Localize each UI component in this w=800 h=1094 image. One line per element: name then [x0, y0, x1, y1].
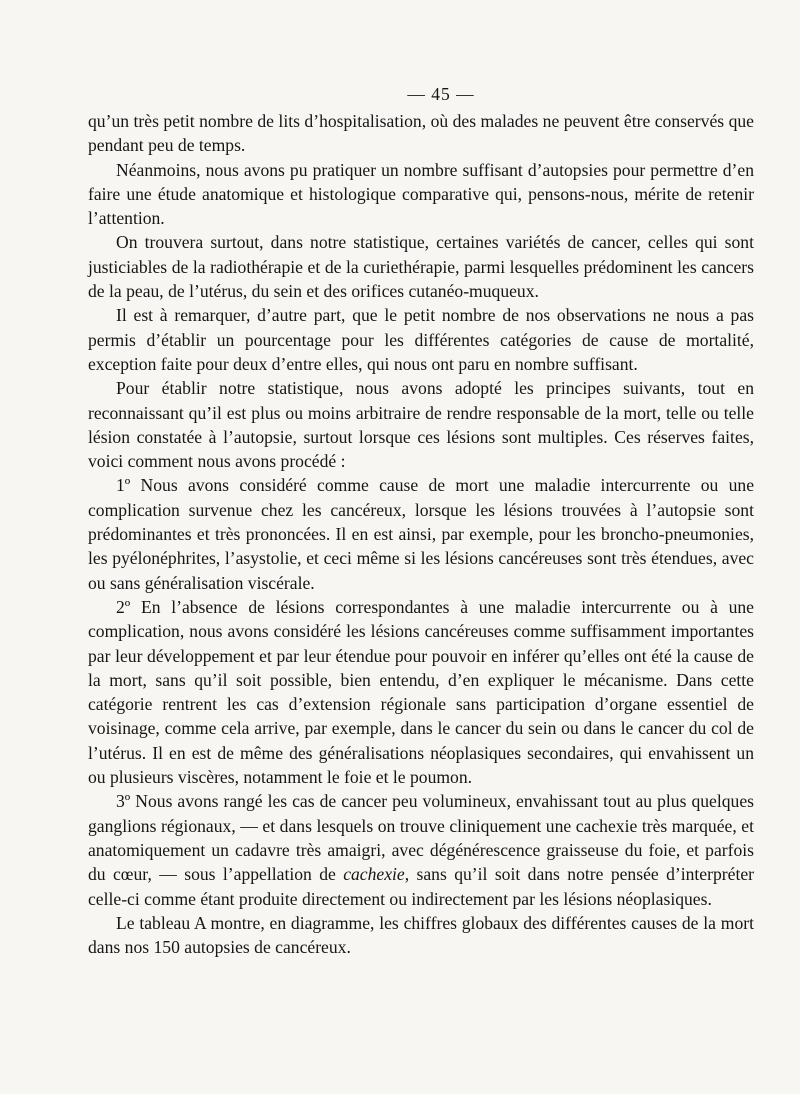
- paragraph-continuation: qu’un très petit nombre de lits d’hospitalisation, où des malades ne peuvent être conservés que pendant peu de temps.: [88, 111, 754, 156]
- paragraph-principle-3: [88, 789, 754, 910]
- paragraph-principle-1: 1º Nous avons considéré comme cause de mort une maladie intercurrente ou une complication survenue chez les cancéreux, lorsque les lésions trouvées à l’autopsie sont prédominantes et très prononcées. Il en est ainsi, par exemple, pour les broncho-pneumonies, les pyélonéphrites, l’asystolie, et ceci même si les lésions cancéreuses sont très étendues, avec ou sans généralisation viscérale.: [88, 475, 754, 593]
- paragraph-tableau-a: Le tableau A montre, en diagramme, les chiffres globaux des différentes causes de la mort dans nos 150 autopsies de cancéreux.: [88, 912, 754, 958]
- principle-3-text-after: , sans qu’il soit dans notre pensée d’interpréter celle-ci comme étant produite directement ou indirectement par les lésions néoplasiques.: [88, 864, 754, 909]
- paragraph-observations: Il est à remarquer, d’autre part, que le petit nombre de nos observations ne nous a pas permis d’établir un pourcentage pour les différentes catégories de cause de mortalité, exception faite pour deux d’entre elles, qui nous ont paru en nombre suffisant.: [88, 305, 754, 374]
- paragraph-autopsies: Néanmoins, nous avons pu pratiquer un nombre suffisant d’autopsies pour permettre d’en faire une étude anatomique et histologique comparative qui, pensons-nous, mérite de retenir l’attention.: [88, 159, 754, 229]
- paragraph-cancer-varieties: On trouvera surtout, dans notre statistique, certaines variétés de cancer, celles qui sont justiciables de la radiothérapie et de la curiethérapie, parmi lesquelles prédominent les cancers de la peau, de l’utérus, du sein et des orifices cutanéo-muqueux.: [88, 232, 754, 302]
- cachexie-term: cachexie: [343, 864, 405, 885]
- paragraph-principles: Pour établir notre statistique, nous avons adopté les principes suivants, tout en reconnaissant qu’il est plus ou moins arbitraire de rendre responsable de la mort, telle ou telle lésion constatée à l’autopsie, surtout lorsque ces lésions sont multiples. Ces réserves faites, voici comment nous avons procédé :: [88, 378, 754, 472]
- page-number: — 45 —: [407, 84, 475, 104]
- paragraph-principle-2: 2º En l’absence de lésions correspondantes à une maladie intercurrente ou à une complication, nous avons considéré les lésions cancéreuses comme suffisamment importantes par leur développement et par leur étendue pour pouvoir en inférer qu’elles ont été la cause de la mort, sans qu’il soit possible, bien entendu, d’en expliquer le mécanisme. Dans cette catégorie rentrent les cas d’extension régionale sans participation d’organe essentiel de voisinage, comme cela arrive, par exemple, dans le cancer du sein ou dans le cancer du col de l’utérus. Il en est de même des généralisations néoplasiques secondaires, qui envahissent un ou plusieurs viscères, notamment le foie et le poumon.: [88, 596, 754, 788]
- principle-3-text-before: 3º Nous avons rangé les cas de cancer peu volumineux, envahissant tout au plus quelques ganglions régionaux, — et dans lesquels on trouve cliniquement une cachexie très marquée, et anatomiquement un cadavre très amaigri, avec dégénérescence graisseuse du foie, et parfois du cœur, — sous l’appellation de: [88, 791, 754, 885]
